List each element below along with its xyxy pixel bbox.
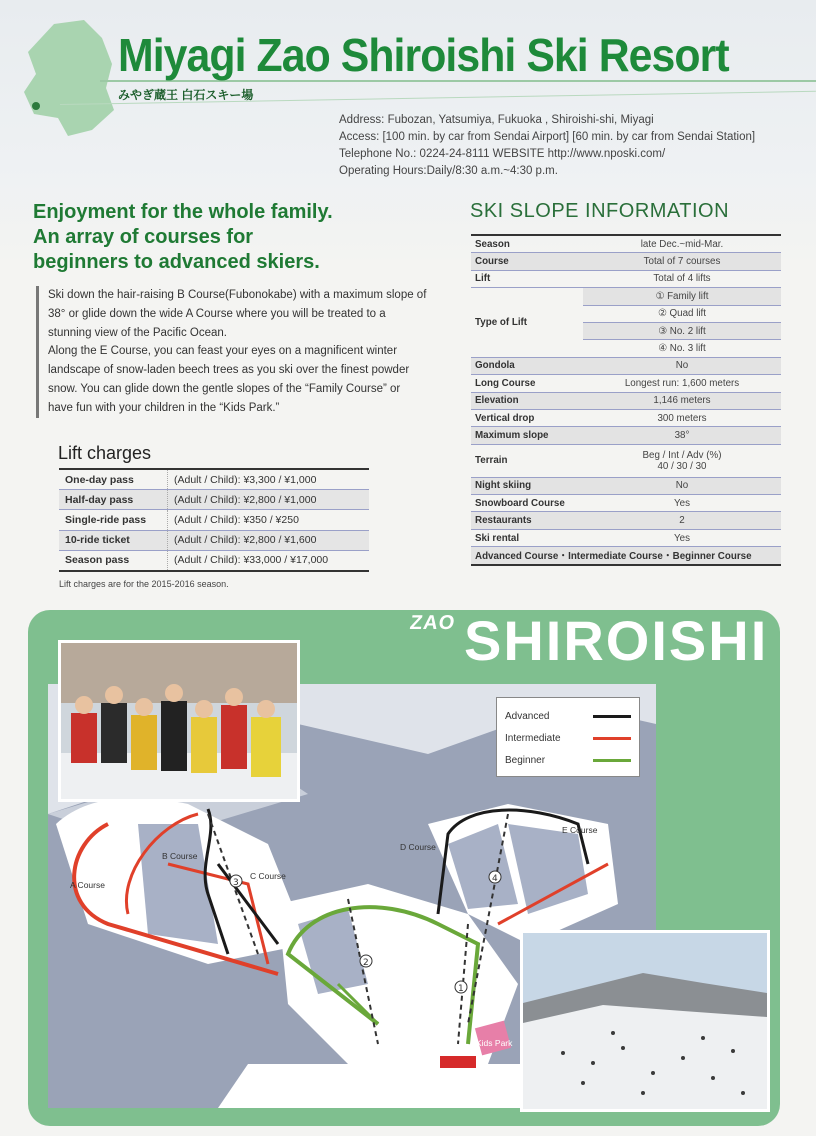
row-label: Restaurants (471, 512, 583, 529)
table-row (59, 490, 369, 510)
page-title: Miyagi Zao Shiroishi Ski Resort (118, 29, 729, 81)
address-text: Address: Fubozan, Yatsumiya, Fukuoka , Shiroishi-shi, Miyagi (339, 114, 654, 126)
table-row (471, 392, 781, 409)
row-value: Longest run: 1,600 meters (583, 375, 781, 392)
lift-charges-table (59, 468, 369, 572)
table-row (59, 530, 369, 550)
lift-charges-note: Lift charges are for the 2015-2016 season. (59, 579, 229, 589)
course-label-e: E Course (562, 825, 598, 835)
slope-info-table (471, 234, 781, 566)
row-label: Course (471, 253, 583, 270)
course-label-b: B Course (162, 851, 198, 861)
table-row (471, 409, 781, 426)
row-value: ① Family lift (583, 288, 781, 305)
row-label: Night skiing (471, 477, 583, 494)
row-label: Snowboard Course (471, 495, 583, 512)
headline-line: An array of courses for (33, 226, 254, 248)
row-value: Yes (583, 495, 781, 512)
miyagi-map-icon (14, 18, 124, 138)
row-value: Total of 7 courses (583, 253, 781, 270)
row-label: Half-day pass (59, 490, 168, 510)
row-value: 1,146 meters (583, 392, 781, 409)
row-value: (Adult / Child): ¥2,800 / ¥1,600 (168, 530, 370, 550)
lift-number-label: 1 (458, 984, 464, 994)
intro-headline (33, 200, 423, 275)
legend-beginner: Beginner (505, 754, 546, 766)
row-label: Season (471, 235, 583, 253)
table-row (471, 477, 781, 494)
table-row (59, 469, 369, 490)
table-row (471, 235, 781, 253)
legend-intermediate: Intermediate (505, 732, 561, 744)
row-value: (Adult / Child): ¥2,800 / ¥1,000 (168, 490, 370, 510)
row-value: (Adult / Child): ¥350 / ¥250 (168, 510, 370, 530)
row-value: (Adult / Child): ¥3,300 / ¥1,000 (168, 469, 370, 490)
row-value: Total of 4 lifts (583, 270, 781, 287)
course-label-c: C Course (250, 871, 286, 881)
row-value: late Dec.~mid-Mar. (583, 235, 781, 253)
table-row (471, 512, 781, 529)
slope-photo (520, 930, 770, 1112)
shiroishi-logo-text: SHIROISHI (464, 609, 769, 672)
row-value: ④ No. 3 lift (583, 340, 781, 357)
row-label: Terrain (471, 444, 583, 477)
row-label: 10-ride ticket (59, 530, 168, 550)
zao-logo-text: ZAO (408, 612, 457, 634)
lift-number-label: 2 (363, 958, 369, 968)
kids-park-label: Kids Park (476, 1038, 513, 1048)
row-value: ② Quad lift (583, 305, 781, 322)
legend-intermediate-line (593, 737, 631, 740)
row-value: No (583, 357, 781, 374)
page-subtitle: みやぎ蔵王 白石スキー場 (118, 88, 254, 102)
legend-beginner-line (593, 759, 631, 762)
row-value (583, 444, 781, 477)
row-label: Single-ride pass (59, 510, 168, 530)
row-label: Type of Lift (471, 288, 583, 358)
slope-info-title: SKI SLOPE INFORMATION (470, 200, 730, 222)
terrain-values: 40 / 30 / 30 (657, 460, 707, 472)
intro-paragraph: Along the E Course, you can feast your eyes on a magnificent winter landscape of snow-laden beech trees as you ski over the finest powder snow. You can glide down the gentle slopes of the “Family Course” or have fun with your children in the “Kids Park.” (48, 345, 410, 414)
table-row (471, 427, 781, 444)
row-value: ③ No. 2 lift (583, 322, 781, 339)
row-label: Vertical drop (471, 409, 583, 426)
headline-line: Enjoyment for the whole family. (33, 201, 333, 223)
course-label-family: Family Course (480, 990, 508, 1010)
row-label: Gondola (471, 357, 583, 374)
row-label: Maximum slope (471, 427, 583, 444)
row-label: Season pass (59, 550, 168, 571)
row-value: Yes (583, 529, 781, 546)
hours-text: Operating Hours:Daily/8:30 a.m.~4:30 p.m. (339, 165, 558, 177)
table-row (471, 444, 781, 477)
table-row (471, 288, 781, 305)
intro-description (36, 286, 428, 418)
row-value: 38° (583, 427, 781, 444)
row-value: 2 (583, 512, 781, 529)
row-label: Elevation (471, 392, 583, 409)
table-row (59, 510, 369, 530)
row-value: No (583, 477, 781, 494)
table-row (471, 547, 781, 565)
headline-line: beginners to advanced skiers. (33, 251, 320, 273)
course-label-a: A Course (70, 880, 105, 890)
intro-paragraph: Ski down the hair-raising B Course(Fubonokabe) with a maximum slope of 38° or glide down the wide A Course where you will be treated to a stunning view of the Pacific Ocean. (48, 289, 427, 339)
table-row (471, 375, 781, 392)
map-legend (496, 697, 640, 777)
access-text: Access: [100 min. by car from Sendai Airport] [60 min. by car from Sendai Station] (339, 131, 756, 143)
terrain-header: Beg / Int / Adv (%) (642, 449, 722, 461)
lift-number-label: 4 (492, 874, 498, 884)
legend-advanced-line (593, 715, 631, 718)
course-label-d: D Course (400, 842, 436, 852)
table-row (471, 495, 781, 512)
table-row (59, 550, 369, 571)
lift-number-label: 3 (233, 878, 239, 888)
telephone-text: Telephone No.: 0224-24-8111 WEBSITE http://www.nposki.com/ (339, 148, 666, 160)
table-row (471, 270, 781, 287)
table-row (471, 357, 781, 374)
row-label: Long Course (471, 375, 583, 392)
row-value: 300 meters (583, 409, 781, 426)
course-types: Advanced Course・Intermediate Course・Beginner Course (471, 547, 781, 565)
table-row (471, 253, 781, 270)
row-label: One-day pass (59, 469, 168, 490)
legend-advanced: Advanced (505, 710, 550, 722)
row-value: (Adult / Child): ¥33,000 / ¥17,000 (168, 550, 370, 571)
row-label: Ski rental (471, 529, 583, 546)
group-photo (58, 640, 300, 802)
row-label: Lift (471, 270, 583, 287)
table-row (471, 529, 781, 546)
lift-charges-title: Lift charges (58, 443, 152, 463)
